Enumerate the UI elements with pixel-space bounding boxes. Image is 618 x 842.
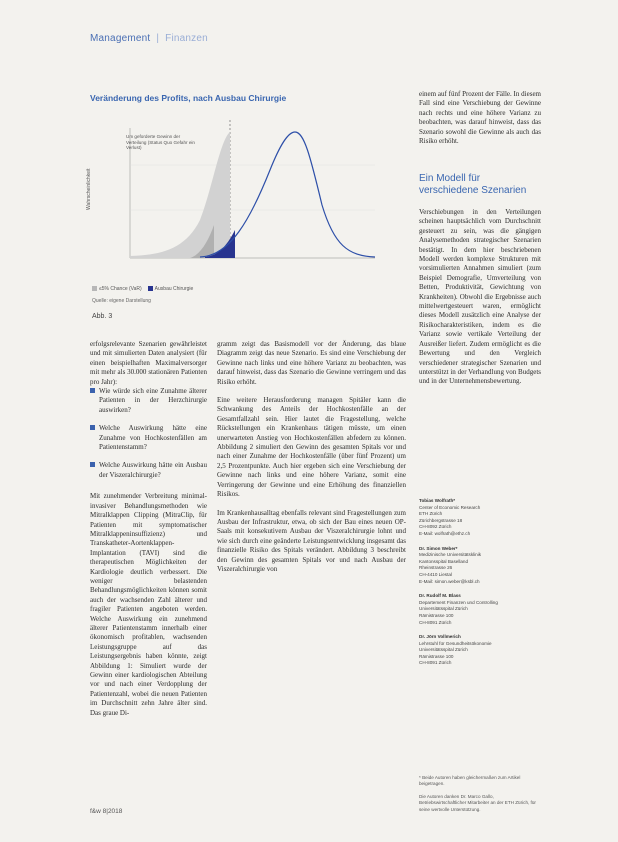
chart-y-label: Wahrscheinlichkeit [86, 168, 92, 210]
author-line: Rämistrasse 100 [419, 612, 454, 618]
paragraph: gramm zeigt das Basismodell vor der Änderung, das blaue Diagramm zeigt das neue Szenario. Es sind eine Verschiebung der Gewinne nach links und eine höhere Varianz zu beobachten, was darauf hinweist, dass das Szenario die Gewinne verringern und das Risiko erhöht. [217, 340, 406, 386]
subsection-name: Finanzen [165, 33, 208, 44]
paragraph: Mit zunehmender Verbreitung minimal-invasiver Behandlungsmethoden wie Mitralklappen Clipping (MitraClip, für Patienten mit symptomatischer Mitralklappeninsuffizienz) und Transkatheter-Aortenklappen-Implantation (TAVI) sind die therapeutischen Möglichkeiten der Kardiologie deutlich verbessert. Die weniger belastenden Behandlungsmöglichkeiten können somit auch der wachsenden Zahl älterer und fragiler Patienten angeboten werden. Welche Auswirkung ein zunehmend älterer Patientenstamm innerhalb einer ökonomisch profitablen, wachsenden Leistungsgruppe auf das Leistungsergebnis haben könnte, zeigt Abbildung 1: Simuliert wurde der Gewinn einer kardiologischen Abteilung vor und nach einer Verdopplung der Patientenzahl, wobei die neuen Patienten im Durchschnitt zehn Jahre älter sind. Das graue Di- [90, 492, 207, 717]
author-line: Rheinstrasse 26 [419, 565, 453, 571]
author-block [419, 634, 541, 667]
legend-swatch-grey [92, 286, 97, 291]
legend-item [148, 286, 194, 292]
paragraph: Im Krankenhausalltag ebenfalls relevant sind Fragestellungen zum Ausbau der Infrastruktur, etwa, ob sich der Bau eines neuen OP-Saals mit konsekutivem Ausbau der Viszeralchirurgie lohnt und wie sich durch eine geänderte Leistungsentwicklung insgesamt das finanzielle Risiko des Spitals verändert. Abbildung 3 beschreibt den Gewinn des gesamten Spitals vor und nach Ausbau der Viszeralchirurgie von [217, 508, 406, 573]
chart-legend [92, 286, 193, 292]
author-line: Universitätsspital Zürich [419, 606, 468, 612]
figure-source: Quelle: eigene Darstellung [92, 298, 151, 304]
author-line: Zürichbergstrasse 18 [419, 517, 463, 523]
header-separator: | [156, 33, 160, 44]
bullet-item: Welche Auswirkung hätte ein Ausbau der Viszeralchirurgie? [90, 461, 207, 480]
paragraph: erfolgsrelevante Szenarien gewährleistet und mit simulierten Daten analysiert (für einen beispielhaften Maximalversorger mit mehr als 30.000 stationären Patienten pro Jahr): [90, 340, 207, 386]
section-name: Management [90, 33, 151, 44]
author-line: CH-8091 Zürich [419, 619, 452, 625]
author-name: Dr. Jörn Vollmerich [419, 634, 461, 640]
author-block [419, 593, 541, 626]
footnotes [419, 775, 541, 819]
author-line: CH-8091 Zürich [419, 660, 452, 666]
legend-label: ≤5% Chance (VaR) [99, 286, 142, 292]
text-column-3 [419, 208, 541, 396]
paragraph: Verschiebungen in den Verteilungen scheinen hauptsächlich vom Durchschnitt gesteuert zu sein, was die gängigen Analysemethoden strategischer Szenarien bestätigt. In dem hier beschriebenen Modell werden komplexe Strukturen mit vorsimulierten Annahmen simuliert (zum Beispiel Demografie, Umverteilung von Betten, Produktivität, Gewichtung von Krankheiten). Obwohl die Ergebnisse auch mittelwertgesteuert waren, ermöglicht dieses Modell zusätzlich eine Analyse der Risikocharakteristiken, indem es die Varianz sowie vertikale Verteilung der Ausreißer liefert. Zudem ermöglicht es die Bewertung und den Vergleich verschiedener strategischer Szenarien und unterstützt in der Verhandlung von Budgets und in der Unternehmensbewertung. [419, 208, 541, 386]
author-line: CH-8092 Zürich [419, 524, 452, 530]
page-footer: f&w 8|2018 [90, 808, 123, 815]
footnote: Die Autoren danken Dr. Marco Gallo, Betriebswirtschaftlicher Mitarbeiter an der ETH Zürich, für seine wertvolle Unterstützung. [419, 793, 536, 812]
section-header [90, 33, 208, 44]
bullet-item: Welche Auswirkung hätte eine Zunahme von Hochkostenfällen am Patientenstamm? [90, 424, 207, 452]
bullet-item: Wie würde sich eine Zunahme älterer Patienten in der Herzchirurgie auswirken? [90, 387, 207, 415]
author-info [419, 498, 541, 675]
chart-annotation: Um geforderte Gewinn der Verteilung (Status Quo Gefahr ein Verlust) [126, 134, 195, 151]
paragraph: Eine weitere Herausforderung managen Spitäler kann die Schwankung des Anteils der Hochkostenfälle an der Gesamtfallzahl sein. Hier lautet die Fragestellung, welche Rückstellungen ein Krankenhaus tätigen müsste, um einen unerwarteten Anstieg von Hochkostenfällen abfedern zu können. Abbildung 2 simuliert den Gewinn des gesamten Spitals vor und nach einer Zunahme der Hochkostenfälle (über fünf Prozent) um 2,5 Prozentpunkte. Auch hier ergeben sich eine Verschiebung der Gewinne nach links und eine höhere Varianz, somit eine Verringerung der Gewinne und eine Erhöhung des finanziellen Risikos. [217, 396, 406, 499]
author-line: E-Mail: simon.weber@ksbl.ch [419, 578, 480, 584]
author-line: Kantonsspital Baselland [419, 558, 469, 564]
author-line: Lehrstuhl für Gesundheitsökonomie [419, 640, 492, 646]
figure-title: Veränderung des Profits, nach Ausbau Chirurgie [90, 93, 287, 103]
bullet-square-icon [90, 388, 95, 393]
author-line: Medizinische Universitätsklinik [419, 552, 482, 558]
author-name: Tobias Wolfrath* [419, 498, 456, 503]
text-column-1 [90, 340, 207, 727]
figure-label: Abb. 3 [92, 313, 113, 320]
legend-label: Ausbau Chirurgie [154, 286, 194, 292]
status-quo-area [130, 132, 230, 258]
author-block [419, 546, 541, 586]
bullet-square-icon [90, 425, 95, 430]
legend-item [92, 286, 142, 292]
author-line: Center of Economic Research [419, 504, 481, 510]
paragraph: einem auf fünf Prozent der Fälle. In diesem Fall sind eine Verschiebung der Gewinne nach rechts und eine höhere Varianz zu beobachten, was darauf hinweist, dass das Szenario sowohl die Gewinne als auch das Risiko erhöht. [419, 90, 541, 146]
author-name: Dr. Simon Weber* [419, 545, 458, 551]
text-column-2 [217, 340, 406, 583]
bullet-square-icon [90, 462, 95, 467]
author-line: Rämistrasse 100 [419, 653, 454, 659]
author-line: E-Mail: wolfrath@ethz.ch [419, 530, 471, 536]
section-heading: Ein Modell für verschiedene Szenarien [419, 173, 527, 196]
author-line: ETH Zürich [419, 511, 443, 517]
legend-swatch-blue [148, 286, 153, 291]
author-name: Dr. Rudolf M. Blass [419, 593, 461, 599]
author-line: Departement Finanzen und Controlling [419, 599, 498, 605]
footnote: * Beide Autoren haben gleichermaßen zum Artikel beigetragen. [419, 775, 521, 787]
author-line: Universitätsspital Zürich [419, 647, 468, 653]
author-block [419, 498, 541, 538]
text-column-3-top [419, 90, 541, 155]
author-line: CH-4410 Liestal [419, 571, 452, 577]
